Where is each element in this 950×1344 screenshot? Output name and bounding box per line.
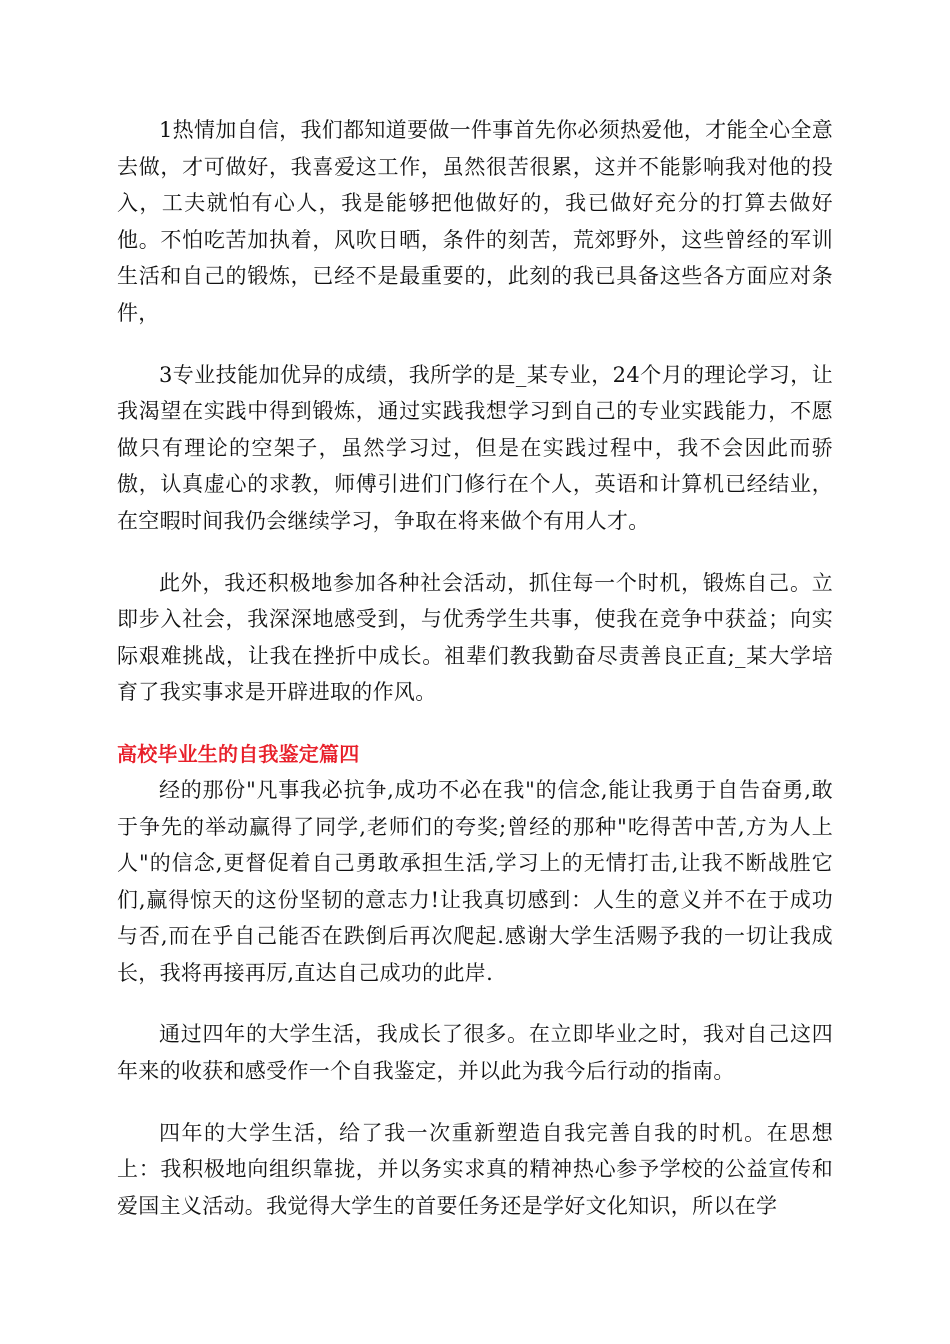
paragraph-belief: 经的那份"凡事我必抗争,成功不必在我"的信念,能让我勇于自告奋勇,敢于争先的举动赢得了同学,老师们的夸奖;曾经的那种"吃得苦中苦,方为人上人"的信念,更督促着自己勇敢承担生活,学习上的无情打击,让我不断战胜它们,赢得惊天的这份坚韧的意志力!让我真切感到：人生的意义并不在于成功与否,而在乎自己能否在跌倒后再次爬起.感谢大学生活赐予我的一切让我成长，我将再接再厉,直达自己成功的此岸. [117, 777, 833, 985]
section-heading: 高校毕业生的自我鉴定篇四 [117, 741, 360, 766]
paragraph-university-life: 四年的大学生活，给了我一次重新塑造自我完善自我的时机。在思想上：我积极地向组织靠拢，并以务实求真的精神热心参予学校的公益宣传和爱国主义活动。我觉得大学生的首要任务还是学好文化知识，所以在学 [117, 1120, 833, 1218]
document-body [117, 112, 833, 1249]
paragraph-passion-confidence: 1热情加自信，我们都知道要做一件事首先你必须热爱他，才能全心全意去做，才可做好，我喜爱这工作，虽然很苦很累，这并不能影响我对他的投入，工夫就怕有心人，我是能够把他做好的，我已做好充分的打算去做好他。不怕吃苦加执着，风吹日晒，条件的刻苦，荒郊野外，这些曾经的军训生活和自己的锻炼，已经不是最重要的，此刻的我已具备这些各方面应对条件， [117, 118, 833, 325]
paragraph-professional-skills: 3专业技能加优异的成绩，我所学的是_某专业，24个月的理论学习，让我渴望在实践中得到锻炼，通过实践我想学习到自己的专业实践能力，不愿做只有理论的空架子，虽然学习过，但是在实践过程中，我不会因此而骄傲，认真虚心的求教，师傅引进们门修行在个人，英语和计算机已经结业，在空暇时间我仍会继续学习，争取在将来做个有用人才。 [117, 362, 833, 533]
paragraph-social-activities: 此外，我还积极地参加各种社会活动，抓住每一个时机，锻炼自己。立即步入社会，我深深地感受到，与优秀学生共事，使我在竞争中获益；向实际艰难挑战，让我在挫折中成长。祖辈们教我勤奋尽责善良正直;_某大学培育了我实事求是开辟进取的作风。 [117, 570, 833, 705]
paragraph-four-years: 通过四年的大学生活，我成长了很多。在立即毕业之时，我对自己这四年来的收获和感受作一个自我鉴定，并以此为我今后行动的指南。 [117, 1022, 833, 1084]
